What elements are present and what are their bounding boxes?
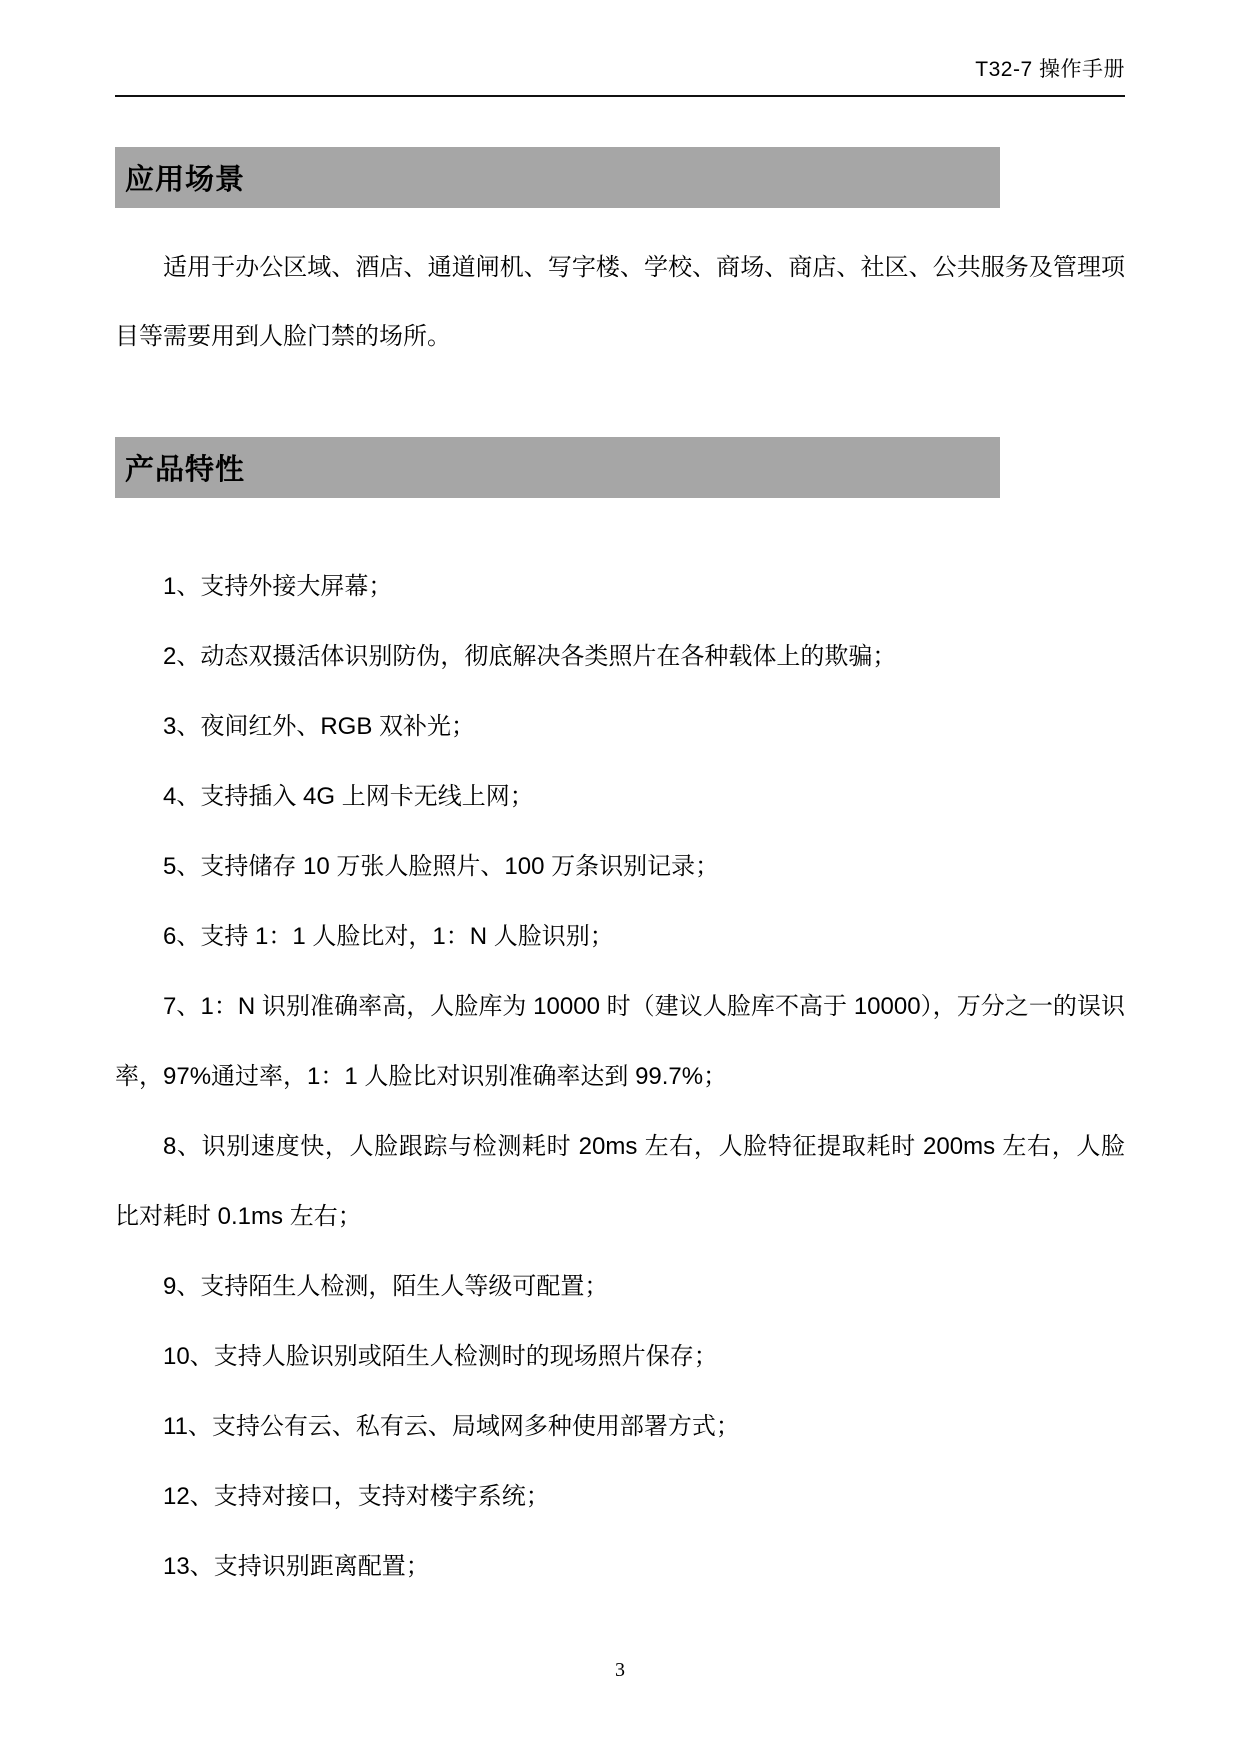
feature-item-7: 7、1：N 识别准确率高，人脸库为 10000 时（建议人脸库不高于 10000），万分之一的误识率，97%通过率，1：1 人脸比对识别准确率达到 99.7%；: [115, 993, 1125, 1090]
application-paragraph: 适用于办公区域、酒店、通道闸机、写字楼、学校、商场、商店、社区、公共服务及管理项目等需要用到人脸门禁的场所。: [115, 254, 1125, 350]
section-heading-features-bar: [115, 437, 1000, 498]
feature-item-5: 5、支持储存 10 万张人脸照片、100 万条识别记录；: [163, 853, 720, 880]
feature-item-12: 12、支持对接口，支持对楼宇系统；: [163, 1483, 550, 1510]
feature-item-11: 11、支持公有云、私有云、局域网多种使用部署方式；: [163, 1413, 740, 1440]
feature-item-9: 9、支持陌生人检测，陌生人等级可配置；: [163, 1273, 609, 1300]
feature-item-2: 2、动态双摄活体识别防伪，彻底解决各类照片在各种载体上的欺骗；: [163, 643, 897, 670]
page-header: [115, 55, 1125, 97]
section-heading-application-bar: [115, 147, 1000, 208]
page-number: 3: [615, 1659, 625, 1681]
header-title: T32-7 操作手册: [975, 58, 1125, 81]
feature-item-8: 8、识别速度快，人脸跟踪与检测耗时 20ms 左右，人脸特征提取耗时 200ms 左右，人脸比对耗时 0.1ms 左右；: [115, 1133, 1125, 1230]
feature-list: [115, 552, 1125, 1602]
feature-item-13: 13、支持识别距离配置；: [163, 1553, 430, 1580]
feature-item-6: 6、支持 1：1 人脸比对，1：N 人脸识别；: [163, 923, 614, 950]
feature-item-10: 10、支持人脸识别或陌生人检测时的现场照片保存；: [163, 1343, 718, 1370]
feature-item-4: 4、支持插入 4G 上网卡无线上网；: [163, 783, 534, 810]
page-footer: [0, 1659, 1240, 1682]
feature-item-1: 1、支持外接大屏幕；: [163, 573, 393, 600]
feature-item-3: 3、夜间红外、RGB 双补光；: [163, 713, 476, 740]
section-heading-features: 产品特性: [125, 454, 246, 486]
section-heading-application: 应用场景: [125, 164, 246, 196]
